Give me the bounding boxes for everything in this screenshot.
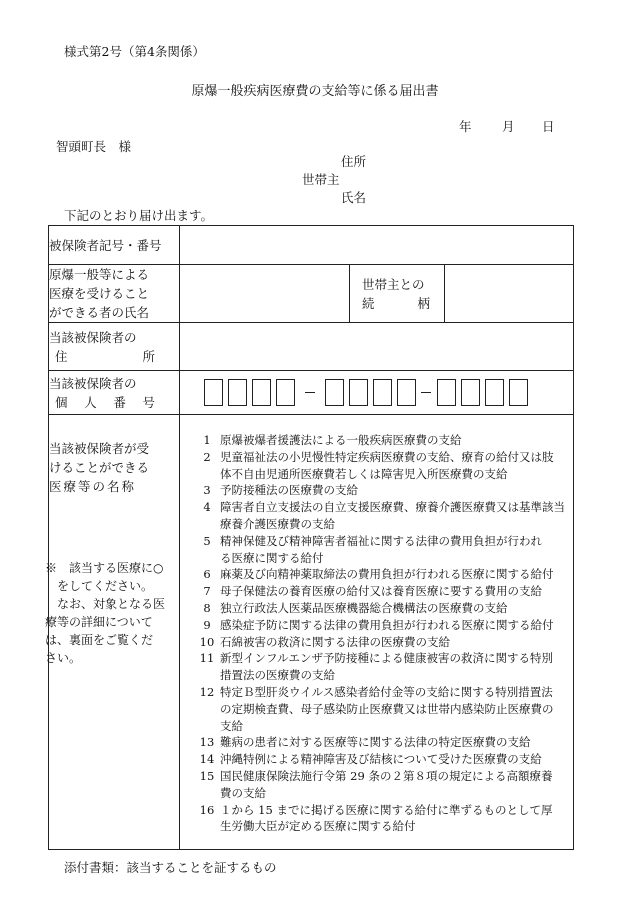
medical-item-number: 13 xyxy=(199,735,215,750)
medical-item[interactable] xyxy=(194,482,573,499)
digit-box[interactable] xyxy=(485,379,504,406)
row-address xyxy=(49,323,574,371)
address-label: 住所 xyxy=(341,154,367,169)
medical-item[interactable] xyxy=(194,566,573,583)
medical-item[interactable] xyxy=(194,734,573,751)
medical-item-number: 9 xyxy=(203,617,211,632)
medical-item[interactable] xyxy=(194,802,573,819)
medical-item-number: 4 xyxy=(203,500,211,515)
date-month-label: 月 xyxy=(502,119,515,134)
patient-name-field[interactable] xyxy=(180,265,350,323)
medical-item-text: 児童福祉法の小児慢性特定疾病医療費の支給、療育の給付又は肢 xyxy=(220,449,554,464)
digit-box[interactable] xyxy=(509,379,528,406)
mynumber-label-line xyxy=(49,393,155,412)
medical-item[interactable] xyxy=(194,466,573,483)
medical-item-text: 母子保健法の養育医療の給付又は養育医療に要する費用の支給 xyxy=(220,584,542,599)
medical-item-text: 石綿被害の救済に関する法律の医療費の支給 xyxy=(220,634,450,649)
medical-item-text: 療養介護医療費の支給 xyxy=(220,516,335,531)
medical-item-text: る医療に関する給付 xyxy=(220,550,324,565)
medical-types-list-cell xyxy=(180,415,574,850)
note-line: さい。 xyxy=(45,651,82,665)
addressee: 智頭町長 様 xyxy=(56,139,132,154)
mynumber-label-char: 号 xyxy=(142,394,155,410)
medical-item[interactable] xyxy=(194,499,573,516)
medical-item[interactable] xyxy=(194,684,573,701)
medical-item-number: 15 xyxy=(199,768,215,783)
digit-separator xyxy=(305,392,315,394)
medical-item-number: 16 xyxy=(199,802,215,817)
medical-item-text: 感染症予防に関する法律の費用負担が行われる医療に関する給付 xyxy=(220,617,554,632)
medical-item-text: 難病の患者に対する医療等に関する法律の特定医療費の支給 xyxy=(220,735,531,750)
medical-item[interactable] xyxy=(194,516,573,533)
medical-item-text: 特定Ｂ型肝炎ウイルス感染者給付金等の支給に関する特別措置法 xyxy=(220,684,553,699)
digit-box[interactable] xyxy=(252,379,271,406)
medical-item[interactable] xyxy=(194,617,573,634)
digit-box[interactable] xyxy=(373,379,392,406)
name-label: 氏名 xyxy=(341,190,367,205)
medical-item-number xyxy=(194,818,220,835)
medical-item-text: 予防接種法の医療費の支給 xyxy=(220,483,358,498)
note-line: 療等の詳細について xyxy=(45,615,153,629)
mynumber-label-char: 個 xyxy=(55,394,68,410)
medical-item-text: 支給 xyxy=(220,718,243,733)
medical-types-cell xyxy=(45,415,180,850)
medical-item-number xyxy=(194,785,220,802)
document-title: 原爆一般疾病医療費の支給等に係る届出書 xyxy=(191,84,439,99)
relation-label-char: 続 xyxy=(362,295,375,311)
relation-field[interactable] xyxy=(445,265,574,323)
medical-item[interactable] xyxy=(194,785,573,802)
medical-item-number xyxy=(194,701,220,718)
medical-item[interactable] xyxy=(194,718,573,735)
medical-item[interactable] xyxy=(194,768,573,785)
medical-item-number: 7 xyxy=(203,584,211,599)
medical-item-number xyxy=(194,718,220,735)
medical-item-number: 2 xyxy=(203,449,211,464)
medical-item-number: 14 xyxy=(199,752,215,767)
medical-types-label-line: けることができる xyxy=(49,460,150,475)
medical-item-number xyxy=(194,466,220,483)
medical-item[interactable] xyxy=(194,449,573,466)
digit-box[interactable] xyxy=(349,379,368,406)
mynumber-label-line: 当該被保険者の xyxy=(49,375,137,391)
medical-item-number: 12 xyxy=(199,684,215,699)
patient-name-label-line: 原爆一般等による xyxy=(49,267,150,282)
medical-types-label-line: 医療等の名称 xyxy=(49,479,137,494)
patient-name-label-line: ができる者の氏名 xyxy=(49,305,150,320)
insured-address-label-line: 当該被保険者の xyxy=(49,329,137,345)
medical-item[interactable] xyxy=(194,533,573,550)
medical-item-text: 麻薬及び向精神薬取締法の費用負担が行われる医療に関する給付 xyxy=(220,567,554,582)
relation-label-char: 柄 xyxy=(417,295,430,311)
medical-item-text: 体不自由児通所医療費若しくは障害児入所医療費の支給 xyxy=(220,466,508,481)
medical-item-text: 原爆被爆者援護法による一般疾病医療費の支給 xyxy=(220,433,462,447)
medical-item[interactable] xyxy=(194,650,573,667)
medical-types-label-line: 当該被保険者が受 xyxy=(49,441,150,456)
medical-item-number: 1 xyxy=(203,433,211,447)
medical-item-text: １から 15 までに掲げる医療に関する給付に準ずるものとして厚 xyxy=(220,802,553,817)
medical-item-text: 生労働大臣が定める医療に関する給付 xyxy=(220,819,416,834)
medical-types-note xyxy=(39,559,179,667)
mynumber-field xyxy=(180,371,574,415)
medical-item[interactable] xyxy=(194,600,573,617)
relation-label-line: 世帯主との xyxy=(362,276,425,292)
digit-box[interactable] xyxy=(228,379,247,406)
mynumber-digit-boxes xyxy=(180,379,573,406)
note-line: は、裏面をご覧くだ xyxy=(45,633,154,647)
medical-item[interactable] xyxy=(194,701,573,718)
patient-name-label-line: 医療を受けること xyxy=(49,286,150,301)
intro-text: 下記のとおり届け出ます。 xyxy=(64,208,214,223)
relation-label xyxy=(350,265,445,323)
digit-box[interactable] xyxy=(204,379,223,406)
relation-label-line xyxy=(362,294,430,313)
mynumber-label-char: 人 xyxy=(84,394,97,410)
medical-item-number: 8 xyxy=(203,600,211,615)
patient-name-label xyxy=(49,265,180,323)
medical-item-number xyxy=(194,516,220,533)
medical-item-text: 新型インフルエンザ予防接種による健康被害の救済に関する特別 xyxy=(220,651,554,666)
medical-item-number: 10 xyxy=(199,634,215,649)
medical-item-text: 沖縄特例による精神障害及び結核について受けた医療費の支給 xyxy=(220,752,542,767)
row-insured-number xyxy=(49,226,574,265)
notification-form-table xyxy=(45,225,574,850)
medical-item-text: 独立行政法人医薬品医療機器総合機構法の医療費の支給 xyxy=(220,600,508,615)
medical-item[interactable] xyxy=(194,550,573,567)
medical-item[interactable] xyxy=(194,432,573,449)
digit-box[interactable] xyxy=(461,379,480,406)
medical-item[interactable] xyxy=(194,634,573,651)
note-line: をしてください。 xyxy=(45,579,154,593)
insured-address-label-char: 住 xyxy=(55,348,68,364)
attachment-note: 添付書類：該当することを証するもの xyxy=(64,860,277,875)
medical-item-number: 5 xyxy=(203,533,211,548)
form-number: 様式第2号（第4条関係） xyxy=(64,44,205,59)
insured-address-field[interactable] xyxy=(180,323,574,371)
medical-item-number xyxy=(194,550,220,567)
household-head-label: 世帯主 xyxy=(302,172,340,187)
note-line: なお、対象となる医 xyxy=(45,597,166,611)
digit-separator xyxy=(421,392,431,394)
row-patient-name xyxy=(49,265,574,323)
medical-item[interactable] xyxy=(194,667,573,684)
medical-item-text: 国民健康保険法施行令第 29 条の２第８項の規定による高額療養 xyxy=(220,768,553,783)
medical-types-label xyxy=(49,439,179,496)
medical-item[interactable] xyxy=(194,751,573,768)
digit-box[interactable] xyxy=(437,379,456,406)
digit-box[interactable] xyxy=(276,379,295,406)
medical-item-number: 6 xyxy=(203,567,211,582)
row-medical-types xyxy=(49,415,574,850)
medical-item-text: の定期検査費、母子感染防止医療費又は世帯内感染防止医療費の xyxy=(220,701,554,716)
date-year-label: 年 xyxy=(459,119,472,134)
date-day-label: 日 xyxy=(542,119,555,134)
mynumber-label-char: 番 xyxy=(113,394,126,410)
medical-item-text: 障害者自立支援法の自立支援医療費、療養介護医療費又は基準該当 xyxy=(220,500,565,515)
medical-types-list xyxy=(180,432,573,835)
mynumber-label xyxy=(49,371,180,415)
row-mynumber xyxy=(49,371,574,415)
medical-item-number xyxy=(194,667,220,684)
digit-box[interactable] xyxy=(397,379,416,406)
insured-address-label-line xyxy=(49,347,155,366)
insured-address-label xyxy=(49,323,180,371)
medical-item-text: 措置法の医療費の支給 xyxy=(220,668,335,683)
insured-address-label-char: 所 xyxy=(142,348,155,364)
medical-item-number: 3 xyxy=(203,483,211,498)
medical-item[interactable] xyxy=(194,583,573,600)
medical-item[interactable] xyxy=(194,818,573,835)
medical-item-text: 費の支給 xyxy=(220,785,266,800)
medical-item-text: 精神保健及び精神障害者福祉に関する法律の費用負担が行われ xyxy=(220,533,542,548)
medical-item-number: 11 xyxy=(199,651,215,666)
digit-box[interactable] xyxy=(325,379,344,406)
insured-number-field[interactable] xyxy=(180,226,574,265)
insured-number-label: 被保険者記号・番号 xyxy=(49,226,180,265)
note-line: ※ 該当する医療に○ xyxy=(45,561,164,575)
